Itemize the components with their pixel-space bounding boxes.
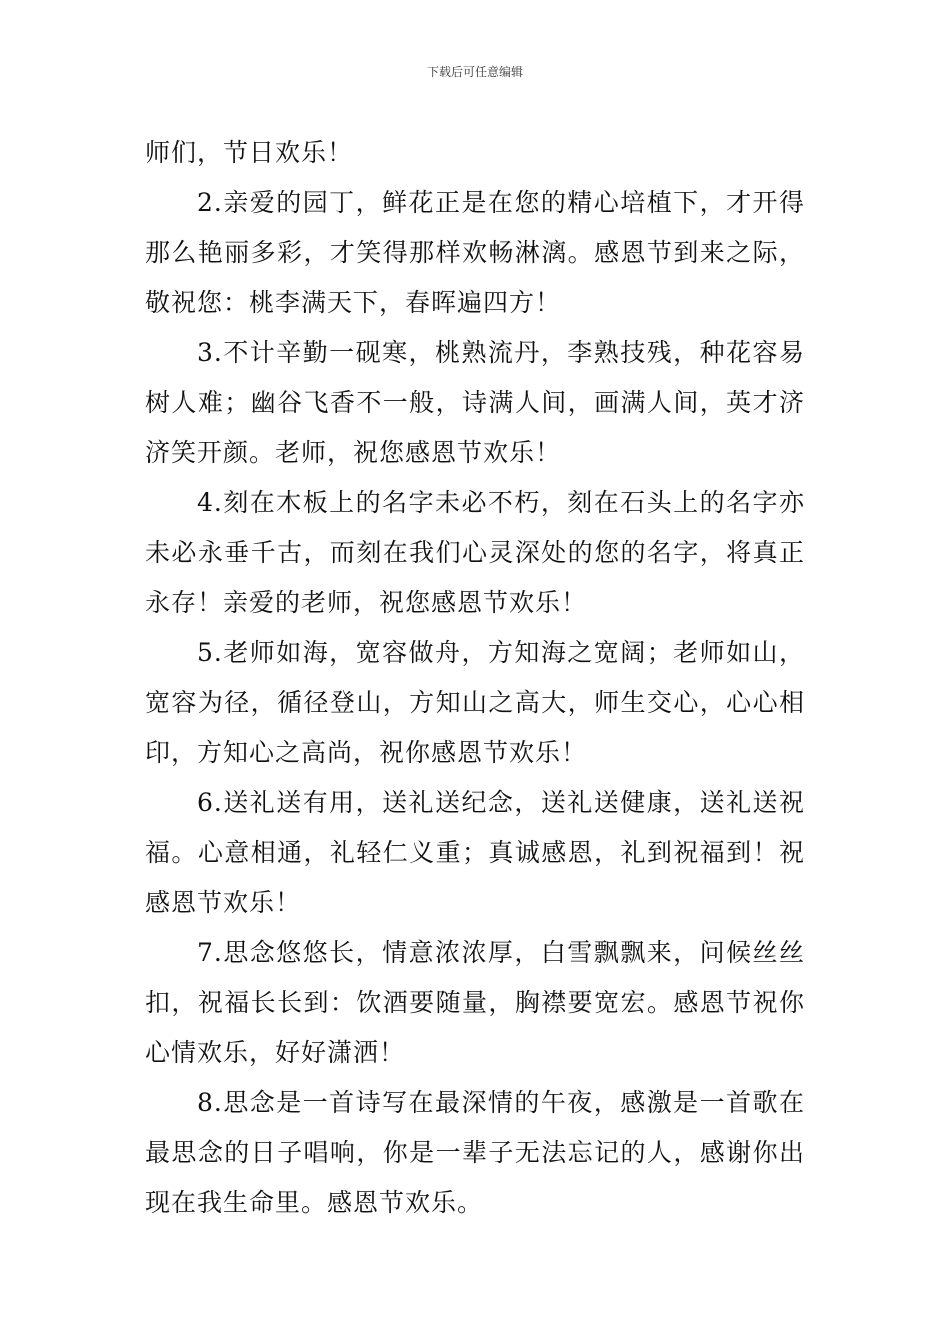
- paragraph-item-3: 3.不计辛勤一砚寒，桃熟流丹，李熟技残，种花容易树人难；幽谷飞香不一般，诗满人间，画满人间，英才济济笑开颜。老师，祝您感恩节欢乐！: [145, 338, 805, 467]
- paragraph-continuation: 师们，节日欢乐！: [145, 138, 354, 167]
- paragraph-item-4: 4.刻在木板上的名字未必不朽，刻在石头上的名字亦未必永垂千古，而刻在我们心灵深处的您的名字，将真正永存！亲爱的老师，祝您感恩节欢乐！: [145, 488, 805, 617]
- paragraph-item-6: 6.送礼送有用，送礼送纪念，送礼送健康，送礼送祝福。心意相通，礼轻仁义重；真诚感恩，礼到祝福到！祝感恩节欢乐！: [145, 788, 805, 917]
- paragraph-item-5: 5.老师如海，宽容做舟，方知海之宽阔；老师如山，宽容为径，循径登山，方知山之高大，师生交心，心心相印，方知心之高尚，祝你感恩节欢乐！: [145, 638, 805, 767]
- paragraph-item-8: 8.思念是一首诗写在最深情的午夜，感激是一首歌在最思念的日子唱响，你是一辈子无法忘记的人，感谢你出现在我生命里。感恩节欢乐。: [145, 1088, 805, 1217]
- paragraph-item-7: 7.思念悠悠长，情意浓浓厚，白雪飘飘来，问候丝丝扣，祝福长长到：饮酒要随量，胸襟要宽宏。感恩节祝你心情欢乐，好好潇洒！: [145, 938, 805, 1067]
- paragraph-item-2: 2.亲爱的园丁，鲜花正是在您的精心培植下，才开得那么艳丽多彩，才笑得那样欢畅淋漓。感恩节到来之际，敬祝您：桃李满天下，春晖遍四方！: [145, 188, 805, 317]
- document-body: [145, 128, 805, 1228]
- page-header-note: 下载后可任意编辑: [426, 65, 523, 79]
